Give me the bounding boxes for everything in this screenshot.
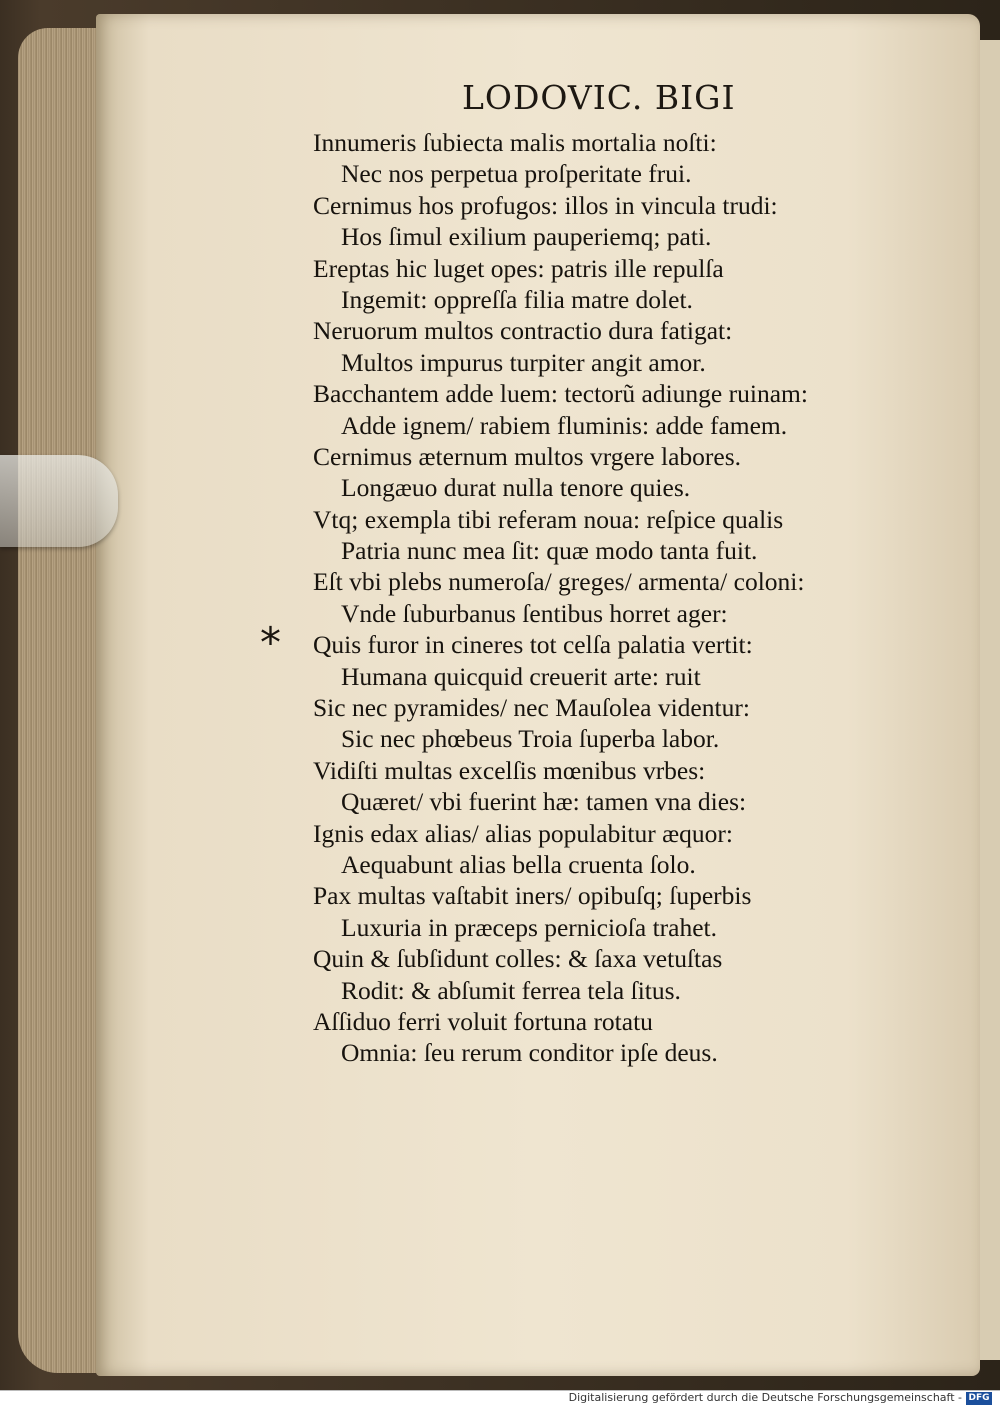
poem-line: Vtq; exempla tibi referam noua: reſpice qualis	[313, 504, 784, 534]
poem-line: Cernimus æternum multos vrgere labores.	[313, 441, 741, 471]
poem-line: Eſt vbi plebs numeroſa/ greges/ armenta/ coloni:	[313, 567, 805, 597]
poem-line: Aſſiduo ferri voluit fortuna rotatu	[313, 1006, 653, 1036]
poem-line: Quæret/ vbi fuerint hæ: tamen vna dies:	[341, 787, 747, 817]
poem-line: Rodit: & abſumit ferrea tela ſitus.	[341, 975, 681, 1005]
poem-line: Ereptas hic luget opes: patris ille repulſa	[313, 253, 724, 283]
poem-line: Quis furor in cineres tot celſa palatia vertit:	[313, 630, 753, 660]
poem-line: Vidiſti multas excelſis mœnibus vrbes:	[313, 755, 706, 785]
poem-line: Bacchantem adde luem: tectorũ adiunge ruinam:	[313, 379, 808, 409]
poem-line: Innumeris ſubiecta malis mortalia noſti:	[313, 128, 717, 157]
poem-line: Multos impurus turpiter angit amor.	[341, 347, 706, 377]
poem-line: Hos ſimul exilium pauperiemq; pati.	[341, 222, 712, 252]
poem-line: Aequabunt alias bella cruenta ſolo.	[341, 849, 696, 879]
poem-line: Ignis edax alias/ alias populabitur æquor:	[313, 818, 733, 848]
poem-line: Ingemit: oppreſſa filia matre dolet.	[341, 284, 693, 314]
poem-line: Nec nos perpetua proſperitate frui.	[341, 159, 692, 189]
poem-line: Omnia: ſeu rerum conditor ipſe deus.	[341, 1038, 718, 1068]
poem-line: Quin & ſubſidunt colles: & ſaxa vetuſtas	[313, 944, 723, 974]
poem-line: Longæuo durat nulla tenore quies.	[341, 473, 691, 503]
poem-line: Cernimus hos profugos: illos in vincula trudi:	[313, 190, 778, 220]
poem-line: Sic nec pyramides/ nec Mauſolea videntur:	[313, 693, 750, 723]
margin-asterisk-mark: *	[260, 618, 281, 667]
poem-text	[313, 127, 873, 1069]
poem-line: Adde ignem/ rabiem fluminis: adde famem.	[341, 410, 788, 440]
page-clip	[0, 455, 118, 547]
poem-line: Luxuria in præceps pernicioſa trahet.	[341, 912, 717, 942]
poem-line: Pax multas vaſtabit iners/ opibuſq; ſuperbis	[313, 881, 752, 911]
dfg-logo-icon: DFG	[966, 1392, 992, 1405]
poem-line: Humana quicquid creuerit arte: ruit	[341, 661, 701, 691]
poem-line: Sic nec phœbeus Troia ſuperba labor.	[341, 724, 720, 754]
footer-credit-text: Digitalisierung gefördert durch die Deutsche Forschungsgemeinschaft -	[568, 1391, 962, 1404]
poem-line: Patria nunc mea ſit: quæ modo tanta fuit.	[341, 536, 758, 566]
poem-line: Neruorum multos contractio dura fatigat:	[313, 316, 733, 346]
page-header-title: LODOVIC. BIGI	[462, 78, 736, 117]
poem-line: Vnde ſuburbanus ſentibus horret ager:	[341, 598, 728, 628]
